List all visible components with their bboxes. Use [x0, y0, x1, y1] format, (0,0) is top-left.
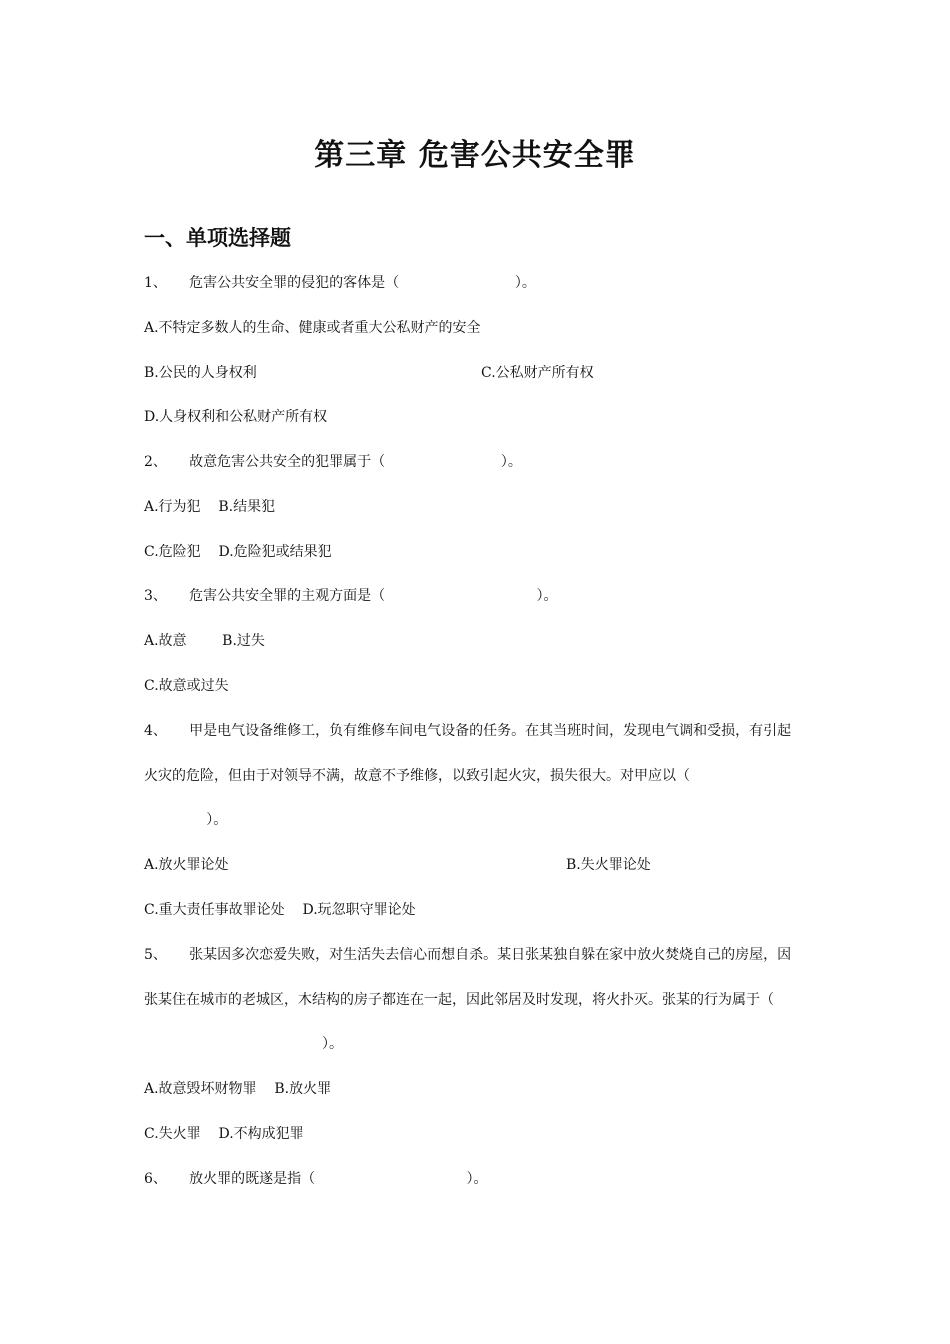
- page-title: 第三章 危害公共安全罪: [314, 138, 636, 173]
- question-5-line-2: 张某住在城市的老城区，木结构的房子都连在一起，因此邻居及时发现，将火扑灭。张某的行为属于（: [144, 992, 774, 1008]
- q4-options-cd: C.重大责任事故罪论处 D.玩忽职守罪论处: [144, 902, 416, 918]
- question-4-line-2: 火灾的危险，但由于对领导不满，故意不予维修，以致引起火灾，损失很大。对甲应以（: [144, 768, 690, 784]
- section-heading: 一、单项选择题: [144, 225, 291, 250]
- q3-options-ab: A.故意 B.过失: [144, 633, 265, 649]
- question-2: 2、 故意危害公共安全的犯罪属于（ ）。: [144, 454, 522, 470]
- question-4-line-3: ）。: [144, 812, 228, 828]
- q4-option-a: A.放火罪论处: [144, 857, 229, 873]
- q1-option-c: C.公私财产所有权: [481, 365, 594, 381]
- q3-option-c: C.故意或过失: [144, 678, 229, 694]
- q1-option-d: D.人身权利和公私财产所有权: [144, 409, 328, 425]
- q1-option-a: A.不特定多数人的生命、健康或者重大公私财产的安全: [144, 320, 481, 336]
- question-1: 1、 危害公共安全罪的侵犯的客体是（ ）。: [144, 275, 536, 291]
- q2-options-ab: A.行为犯 B.结果犯: [144, 499, 276, 515]
- q1-option-b: B.公民的人身权利: [144, 365, 257, 381]
- q2-options-cd: C.危险犯 D.危险犯或结果犯: [144, 544, 332, 560]
- question-6: 6、 放火罪的既遂是指（ ）。: [144, 1171, 488, 1187]
- question-3: 3、 危害公共安全罪的主观方面是（ ）。: [144, 588, 558, 604]
- question-4-line-1: 4、 甲是电气设备维修工，负有维修车间电气设备的任务。在其当班时间，发现电气调和受损，有引起: [144, 723, 792, 739]
- q5-options-ab: A.故意毁坏财物罪 B.放火罪: [144, 1081, 332, 1097]
- question-5-line-1: 5、 张某因多次恋爱失败，对生活失去信心而想自杀。某日张某独自躲在家中放火焚烧自己的房屋，因: [144, 947, 792, 963]
- question-5-line-3: ）。: [144, 1036, 344, 1052]
- q4-option-b: B.失火罪论处: [566, 857, 651, 873]
- q5-options-cd: C.失火罪 D.不构成犯罪: [144, 1126, 304, 1142]
